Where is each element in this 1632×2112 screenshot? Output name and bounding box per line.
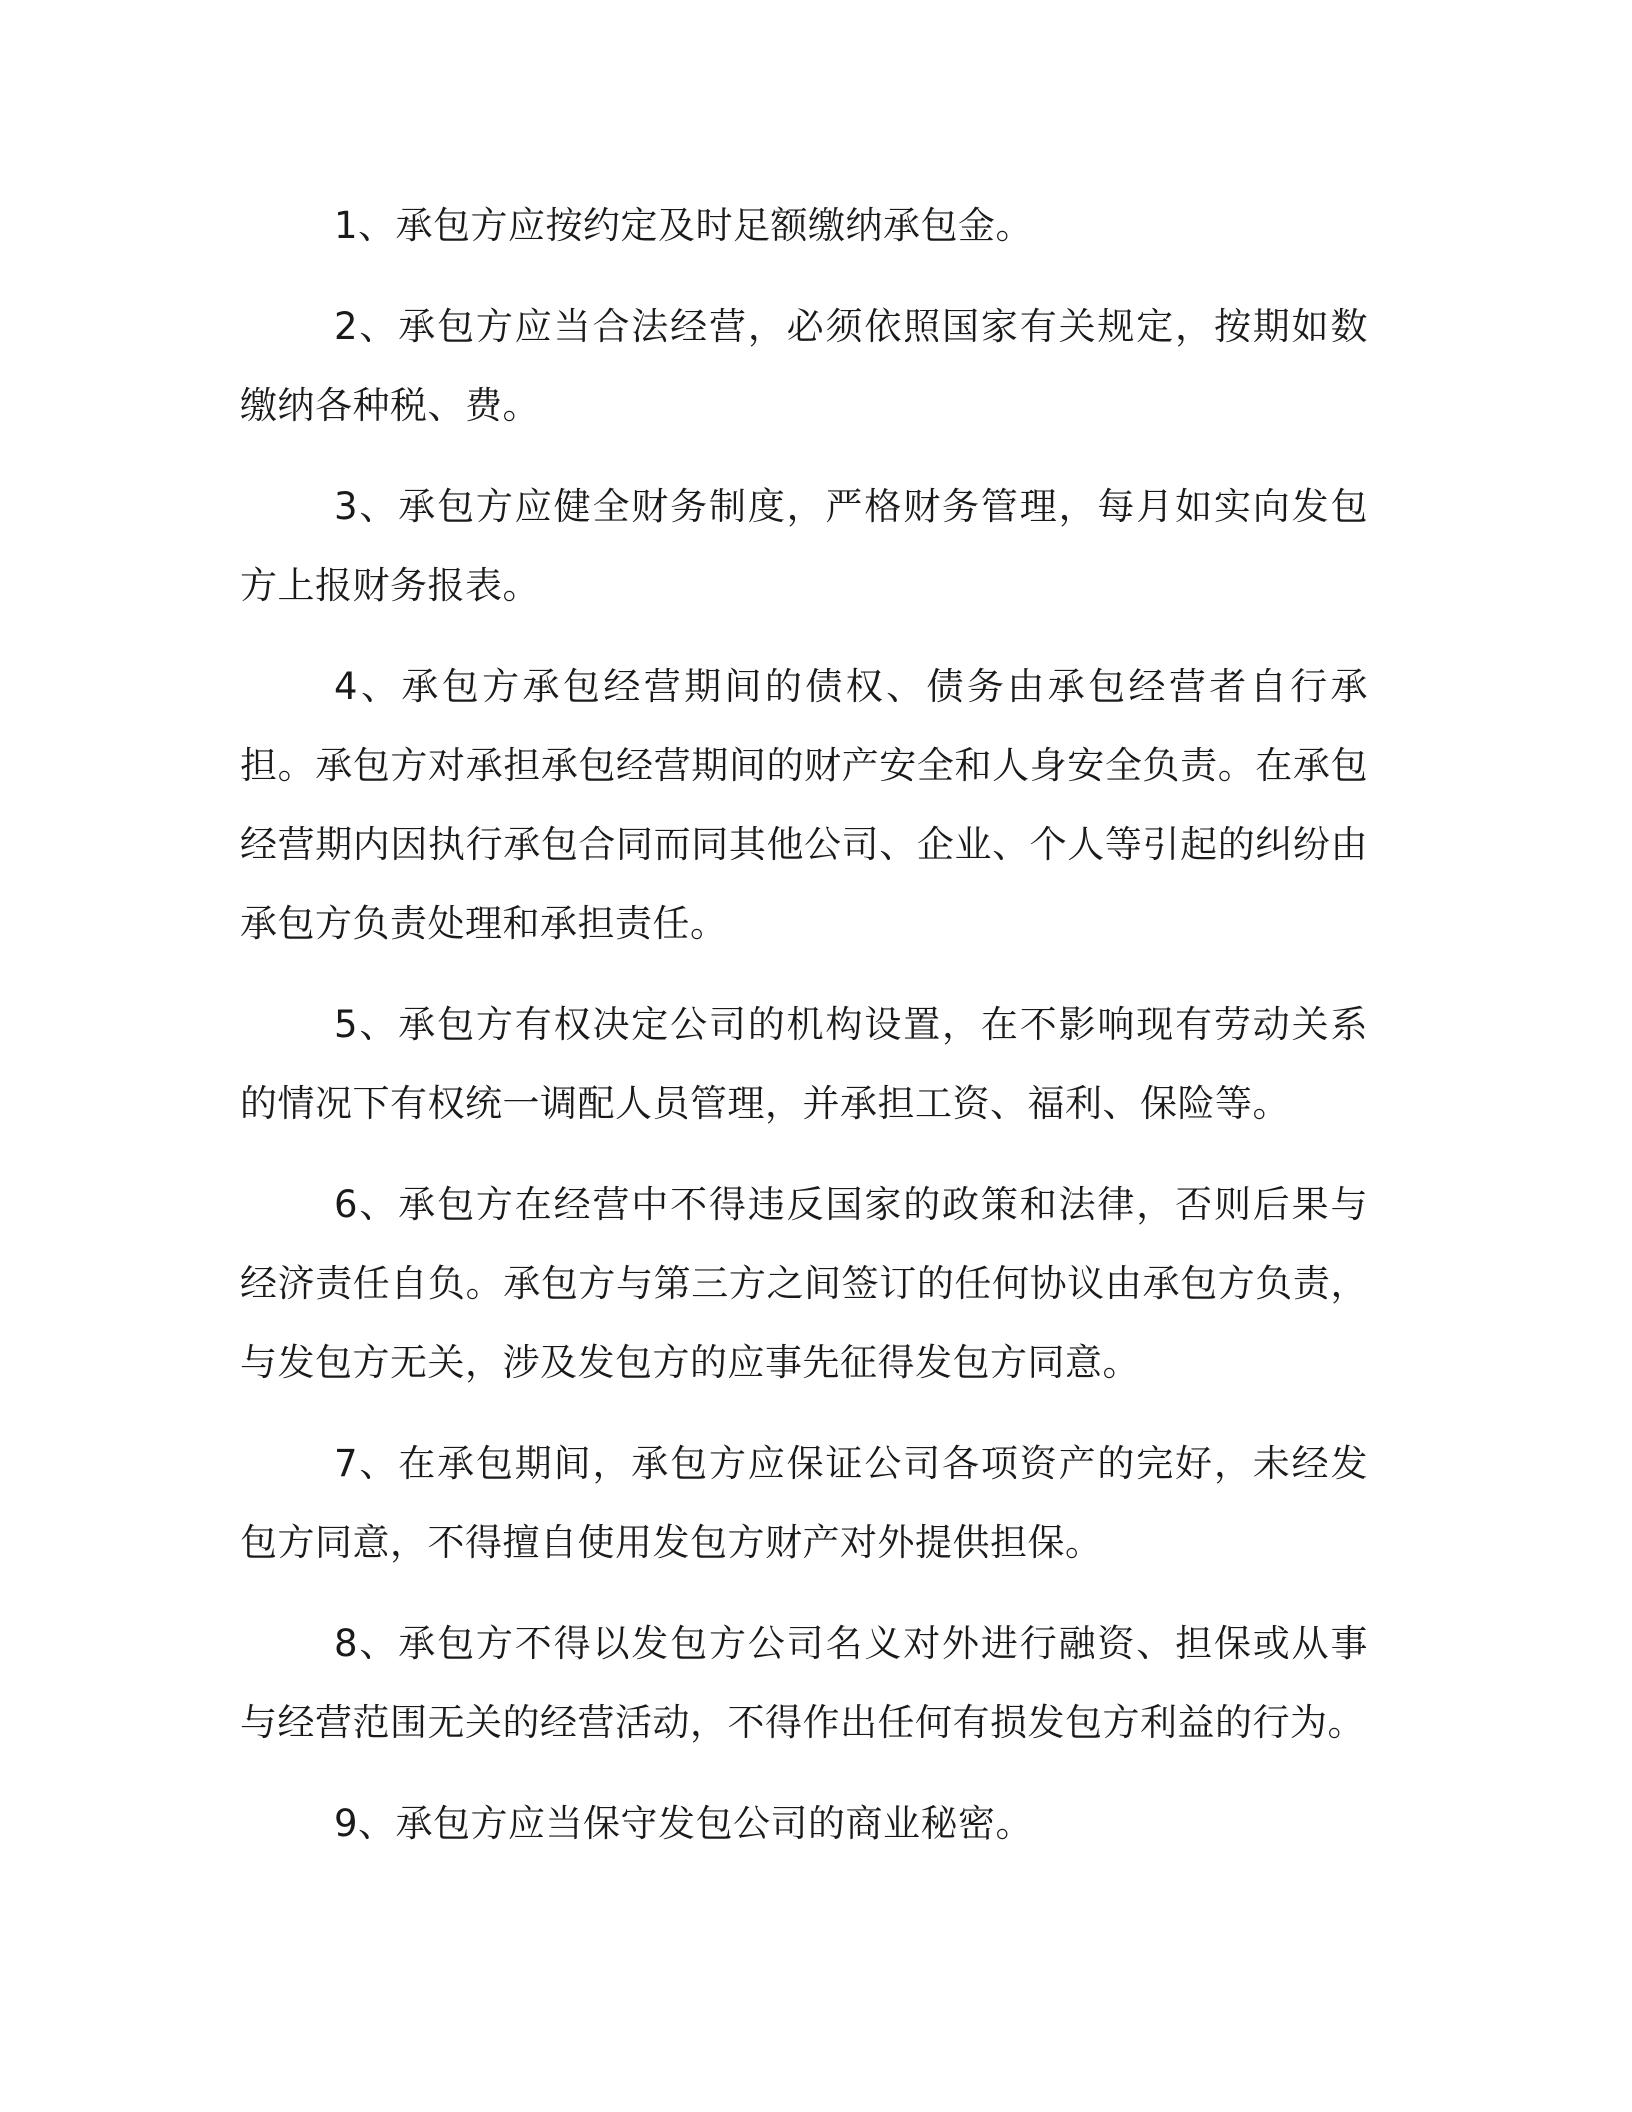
clause-4: 4、承包方承包经营期间的债权、债务由承包经营者自行承担。承包方对承担承包经营期间的财产安全和人身安全负责。在承包经营期内因执行承包合同而同其他公司、企业、个人等引起的纠纷由承包方负责处理和承担责任。 xyxy=(240,665,1368,945)
clause-6: 6、承包方在经营中不得违反国家的政策和法律，否则后果与经济责任自负。承包方与第三方之间签订的任何协议由承包方负责，与发包方无关，涉及发包方的应事先征得发包方同意。 xyxy=(240,1183,1368,1384)
clause-8: 8、承包方不得以发包方公司名义对外进行融资、担保或从事与经营范围无关的经营活动，不得作出任何有损发包方利益的行为。 xyxy=(240,1622,1368,1744)
clause-1: 1、承包方应按约定及时足额缴纳承包金。 xyxy=(334,204,1034,247)
clause-5: 5、承包方有权决定公司的机构设置，在不影响现有劳动关系的情况下有权统一调配人员管理，并承担工资、福利、保险等。 xyxy=(240,1003,1368,1125)
clause-3: 3、承包方应健全财务制度，严格财务管理，每月如实向发包方上报财务报表。 xyxy=(240,485,1368,607)
clause-7: 7、在承包期间，承包方应保证公司各项资产的完好，未经发包方同意，不得擅自使用发包方财产对外提供担保。 xyxy=(240,1442,1368,1564)
clause-9: 9、承包方应当保守发包公司的商业秘密。 xyxy=(334,1802,1034,1845)
clause-2: 2、承包方应当合法经营，必须依照国家有关规定，按期如数缴纳各种税、费。 xyxy=(240,305,1368,427)
document-body xyxy=(240,186,1368,1885)
